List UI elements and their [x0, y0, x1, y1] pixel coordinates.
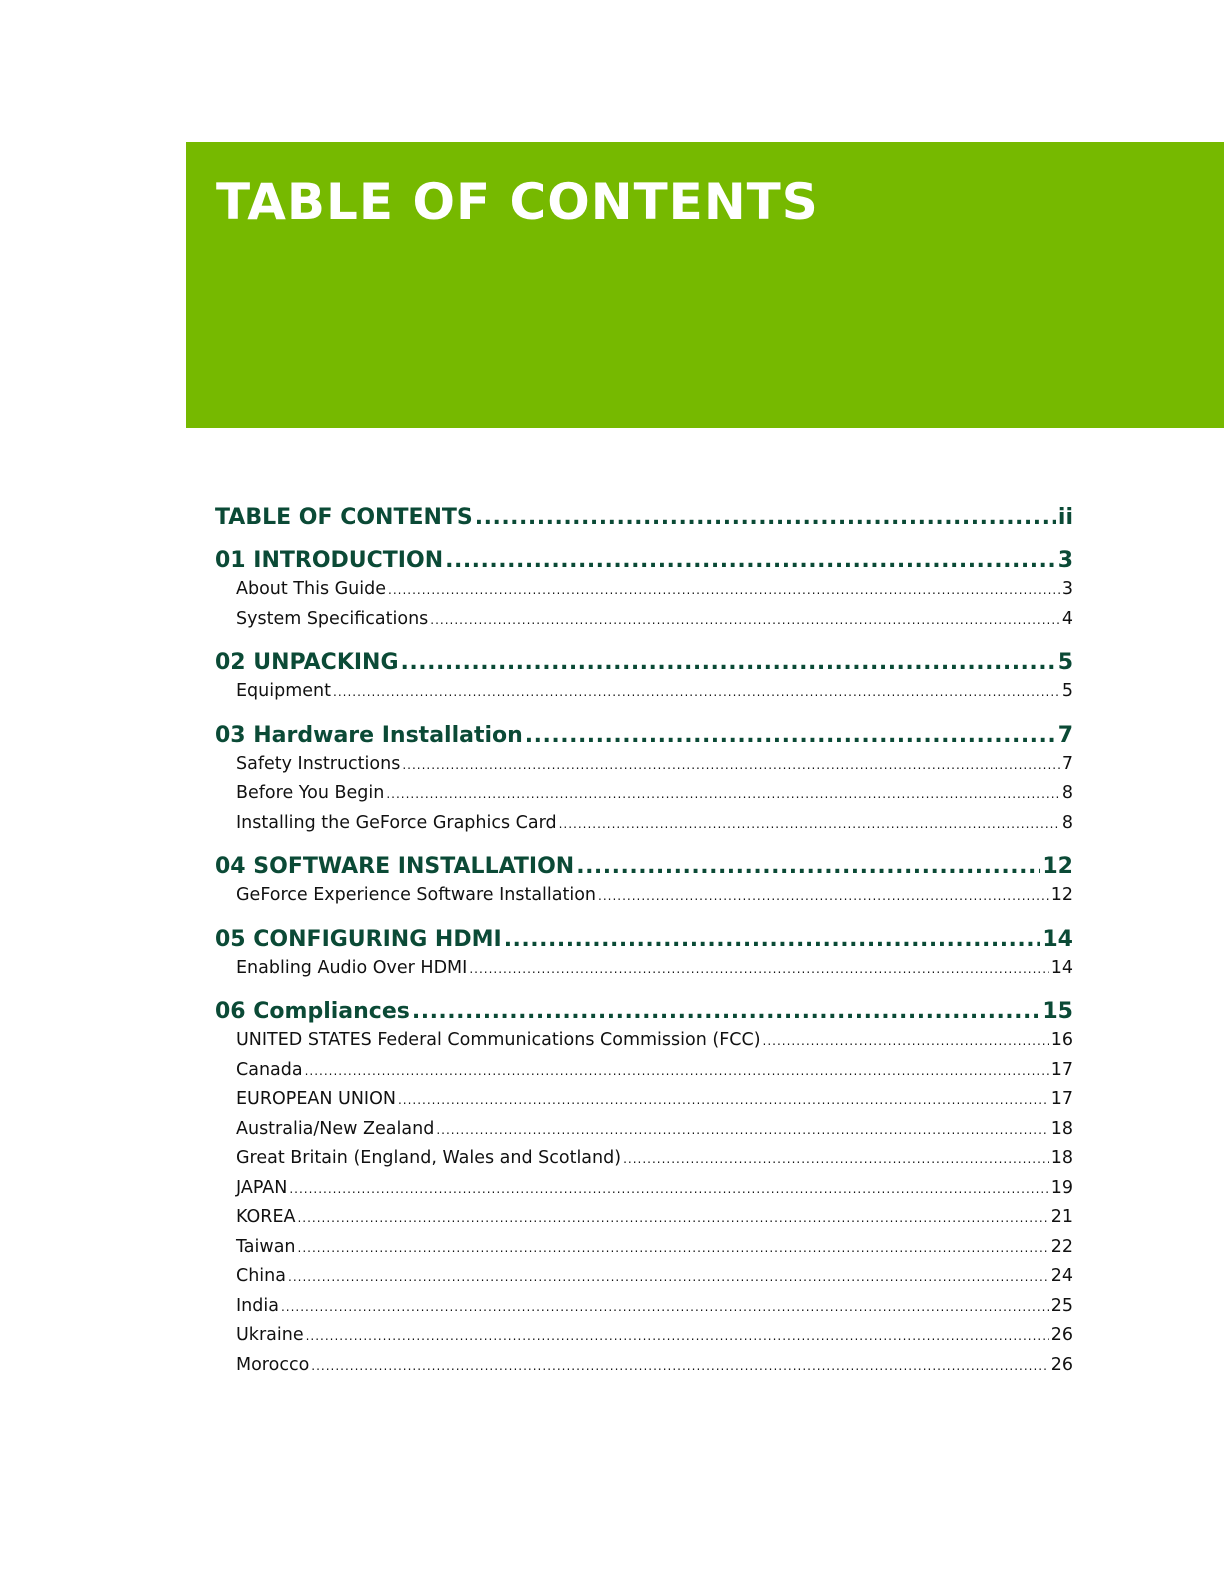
toc-section-entry[interactable]	[215, 1266, 1073, 1296]
toc-section-entry[interactable]	[215, 754, 1073, 784]
toc-dot-leader	[288, 1270, 1049, 1284]
toc-section-page: 4	[1061, 608, 1073, 629]
toc-section-page: 26	[1050, 1354, 1073, 1375]
toc-section-label: KOREA	[236, 1207, 296, 1227]
toc-dot-leader	[559, 817, 1060, 831]
toc-dot-leader	[763, 1034, 1049, 1048]
toc-section-label: GeForce Experience Software Installation	[236, 885, 597, 905]
toc-section-page: 24	[1050, 1266, 1073, 1286]
toc-section-label: Equipment	[236, 681, 331, 701]
toc-dot-leader	[398, 1093, 1049, 1107]
toc-dot-leader	[525, 723, 1056, 748]
toc-dot-leader	[281, 1300, 1049, 1314]
toc-dot-leader	[576, 854, 1040, 879]
toc-chapter-label: 01 INTRODUCTION	[215, 548, 444, 573]
toc-section-label: Safety Instructions	[236, 753, 401, 774]
toc-section-label: Great Britain (England, Wales and Scotland)	[236, 1148, 622, 1168]
toc-section-label: Ukraine	[236, 1325, 304, 1345]
toc-section-entry[interactable]	[215, 579, 1073, 609]
toc-section-entry[interactable]	[215, 1030, 1073, 1060]
toc-section-label: UNITED STATES Federal Communications Commission (FCC)	[236, 1030, 761, 1050]
toc-chapter-page: 15	[1042, 999, 1073, 1024]
toc-section-entry[interactable]	[215, 1296, 1073, 1326]
toc-section-entry[interactable]	[215, 1060, 1073, 1090]
toc-dot-leader	[401, 650, 1056, 675]
toc-section-entry[interactable]	[215, 1089, 1073, 1119]
toc-section-label: Australia/New Zealand	[236, 1118, 435, 1139]
toc-dot-leader	[402, 758, 1060, 772]
toc-section-page: 8	[1061, 783, 1073, 803]
toc-section-page: 3	[1061, 579, 1073, 599]
toc-section-label: India	[236, 1295, 279, 1316]
toc-dot-leader	[386, 787, 1060, 801]
toc-section-entry[interactable]	[215, 1355, 1073, 1385]
toc-section-page: 21	[1050, 1207, 1073, 1227]
toc-section-label: EUROPEAN UNION	[236, 1089, 396, 1109]
toc-dot-leader	[289, 1182, 1048, 1196]
toc-section-entry[interactable]	[215, 681, 1073, 711]
toc-dot-leader	[623, 1152, 1049, 1166]
toc-section-entry[interactable]	[215, 783, 1073, 813]
toc-dot-leader	[504, 927, 1041, 952]
toc-chapter-page: 5	[1057, 650, 1073, 675]
toc-section-page: 7	[1061, 753, 1073, 774]
toc-section-entry[interactable]	[215, 1178, 1073, 1208]
toc-dot-leader	[475, 505, 1056, 530]
toc-dot-leader	[445, 548, 1056, 573]
toc-section-label: Canada	[236, 1059, 303, 1080]
toc-section-page: 8	[1061, 812, 1073, 833]
toc-section-page: 12	[1050, 885, 1073, 905]
toc-section-entry[interactable]	[215, 1148, 1073, 1178]
toc-chapter-entry[interactable]	[215, 505, 1073, 536]
toc-section-label: Taiwan	[236, 1236, 296, 1257]
toc-section-label: Before You Begin	[236, 783, 385, 803]
toc-section-page: 5	[1061, 681, 1073, 701]
toc-section-label: JAPAN	[236, 1177, 288, 1198]
toc-chapter-label: 02 UNPACKING	[215, 650, 399, 675]
toc-dot-leader	[333, 685, 1060, 699]
toc-section-page: 17	[1050, 1059, 1073, 1080]
toc-chapter-label: 05 CONFIGURING HDMI	[215, 926, 502, 952]
header-banner	[186, 142, 1224, 428]
toc-dot-leader	[298, 1241, 1049, 1255]
toc-section-page: 18	[1050, 1148, 1073, 1168]
toc-section-entry[interactable]	[215, 1325, 1073, 1355]
toc-chapter-entry[interactable]	[215, 650, 1073, 681]
toc-section-page: 17	[1050, 1089, 1073, 1109]
toc-dot-leader	[306, 1329, 1049, 1343]
toc-section-entry[interactable]	[215, 1237, 1073, 1267]
toc-chapter-entry[interactable]	[215, 548, 1073, 579]
toc-section-page: 26	[1050, 1325, 1073, 1345]
toc-chapter-page: 14	[1042, 926, 1073, 952]
toc-section-label: About This Guide	[236, 579, 387, 599]
toc-section-label: Installing the GeForce Graphics Card	[236, 812, 557, 833]
toc-dot-leader	[297, 1211, 1048, 1225]
toc-section-page: 18	[1050, 1118, 1073, 1139]
toc-dot-leader	[598, 889, 1049, 903]
toc-dot-leader	[430, 613, 1060, 627]
toc-section-page: 19	[1050, 1177, 1073, 1198]
toc-dot-leader	[311, 1359, 1048, 1373]
toc-section-entry[interactable]	[215, 813, 1073, 843]
toc-section-page: 16	[1050, 1030, 1073, 1050]
toc-chapter-label: 03 Hardware Installation	[215, 722, 523, 748]
table-of-contents	[215, 505, 1073, 1384]
toc-dot-leader	[305, 1064, 1049, 1078]
toc-section-label: China	[236, 1266, 286, 1286]
toc-section-entry[interactable]	[215, 609, 1073, 639]
toc-chapter-entry[interactable]	[215, 854, 1073, 885]
toc-section-page: 14	[1050, 957, 1073, 978]
toc-dot-leader	[412, 999, 1041, 1024]
page-title: TABLE OF CONTENTS	[216, 173, 819, 231]
toc-dot-leader	[436, 1123, 1048, 1137]
toc-chapter-entry[interactable]	[215, 999, 1073, 1030]
toc-section-label: Morocco	[236, 1354, 310, 1375]
toc-section-page: 25	[1050, 1295, 1073, 1316]
toc-dot-leader	[388, 583, 1060, 597]
toc-dot-leader	[469, 962, 1048, 976]
toc-section-entry[interactable]	[215, 958, 1073, 988]
toc-chapter-page: 12	[1042, 854, 1073, 879]
toc-chapter-label: TABLE OF CONTENTS	[215, 505, 473, 530]
toc-chapter-entry[interactable]	[215, 927, 1073, 958]
toc-section-entry[interactable]	[215, 1207, 1073, 1237]
toc-chapter-entry[interactable]	[215, 723, 1073, 754]
toc-section-page: 22	[1050, 1236, 1073, 1257]
toc-section-entry[interactable]	[215, 885, 1073, 915]
toc-chapter-page: 7	[1057, 722, 1073, 748]
toc-chapter-page: ii	[1057, 505, 1073, 530]
toc-section-label: System Specifications	[236, 608, 429, 629]
toc-section-entry[interactable]	[215, 1119, 1073, 1149]
toc-chapter-page: 3	[1057, 548, 1073, 573]
toc-chapter-label: 04 SOFTWARE INSTALLATION	[215, 854, 575, 879]
toc-section-label: Enabling Audio Over HDMI	[236, 957, 468, 978]
toc-chapter-label: 06 Compliances	[215, 999, 410, 1024]
